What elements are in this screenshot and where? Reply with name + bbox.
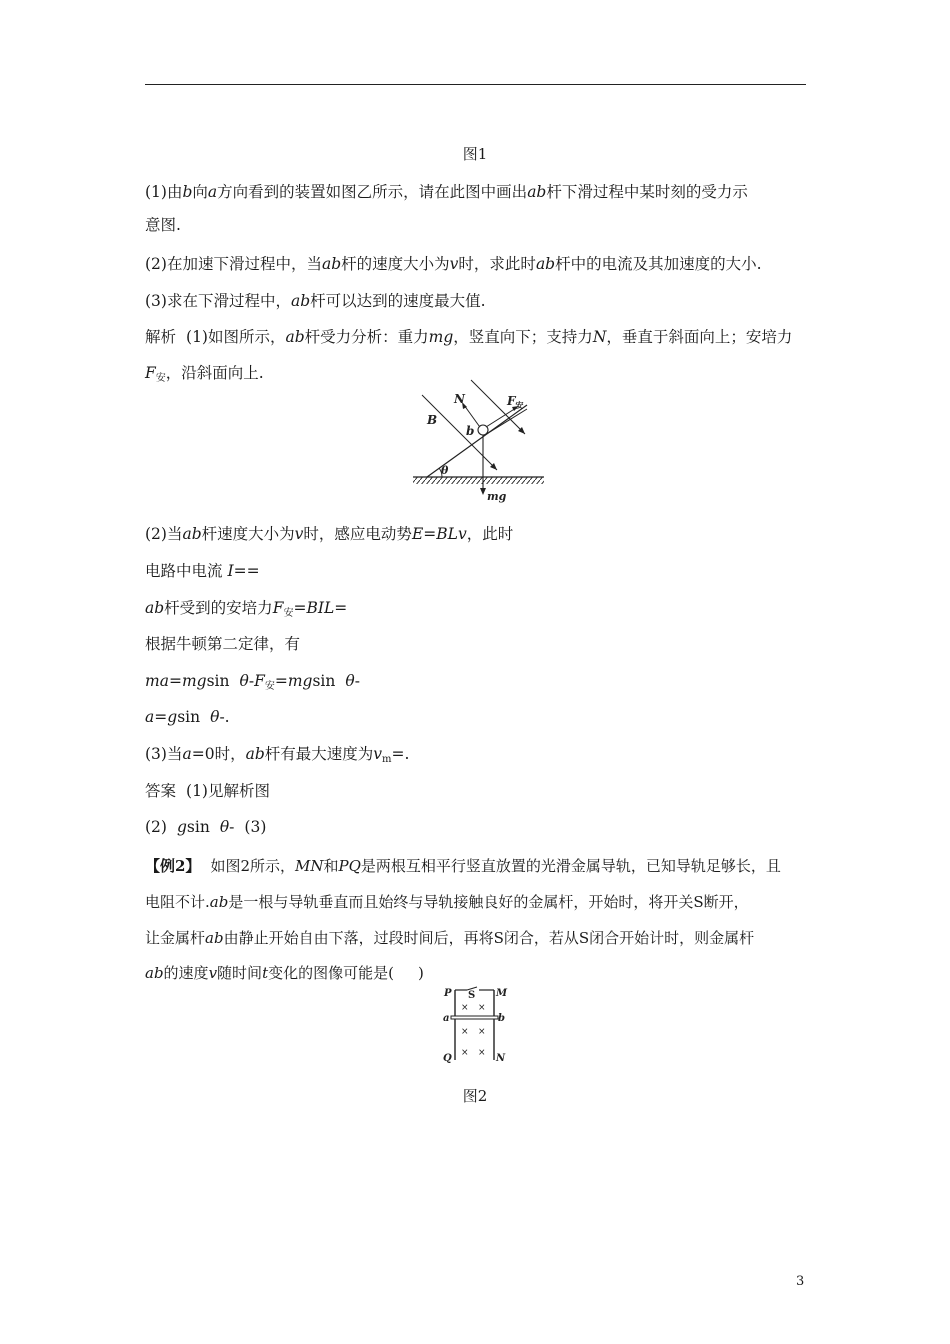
force-diagram <box>405 378 555 503</box>
figure-1-caption: 图1 <box>462 145 488 163</box>
solution-current: 电路中电流 I== <box>145 562 260 580</box>
solution-line-2: $F_安$，沿斜面向上. <box>145 364 264 384</box>
label-b: b <box>498 1013 505 1024</box>
example-2-line-4: ab的速度v随时间t变化的图像可能是( ) <box>145 964 424 982</box>
solution-step-2: (2)当ab杆速度大小为v时，感应电动势E=BLv，此时 <box>145 525 514 543</box>
solution-step-3: (3)当a=0时，ab杆有最大速度为$v_m=$. <box>145 745 410 765</box>
label-theta: θ <box>441 464 449 477</box>
rod-b-circle <box>478 425 488 435</box>
magnetic-field-x: × <box>461 1027 469 1037</box>
magnetic-field-x: × <box>478 1027 486 1037</box>
magnetic-field-x: × <box>461 1003 469 1013</box>
label-mg: mg <box>487 490 507 503</box>
label-m: M <box>496 988 508 999</box>
solution-equation-2: a=gsin θ-. <box>145 708 230 726</box>
gravity-arrowhead <box>480 488 486 495</box>
magnetic-field-x: × <box>478 1003 486 1013</box>
answer-line-1: 答案 (1)见解析图 <box>145 782 270 800</box>
figure-2-caption: 图2 <box>462 1087 488 1105</box>
magnetic-field-x: × <box>461 1048 469 1058</box>
solution-ampere-force: ab杆受到的安培力$F_安=BIL=$ <box>145 599 348 619</box>
solution-equation-1: ma=mgsin $\theta-F_安=mgsin$ θ- <box>145 672 360 692</box>
example-2-line-2: 电阻不计.ab是一根与导轨垂直而且始终与导轨接触良好的金属杆，开始时，将开关S断开， <box>145 893 749 911</box>
label-n: N <box>496 1053 506 1064</box>
solution-line-1: 解析 (1)如图所示，ab杆受力分析：重力mg，竖直向下；支持力N，垂直于斜面向上；安培力 <box>145 328 793 346</box>
label-p: P <box>444 988 452 999</box>
question-1-line-1: (1)由b向a方向看到的装置如图乙所示，请在此图中画出ab杆下滑过程中某时刻的受力示 <box>145 183 748 201</box>
answer-line-2: (2) gsin θ- (3) <box>145 818 267 836</box>
header-rule <box>145 84 806 85</box>
label-s: S <box>468 990 476 1001</box>
magnetic-field-x: × <box>478 1048 486 1058</box>
example-2-line-1: 【例2】 如图2所示，MN和PQ是两根互相平行竖直放置的光滑金属导轨，已知导轨足够长，且 <box>145 857 781 875</box>
question-3: (3)求在下滑过程中，ab杆可以达到的速度最大值. <box>145 292 486 310</box>
label-n: N <box>454 392 465 406</box>
question-1-line-2: 意图. <box>145 216 181 234</box>
label-b-rod: b <box>466 424 475 438</box>
metal-rod-ab <box>451 1016 498 1019</box>
label-f: $F_安$ <box>507 394 524 410</box>
label-a: a <box>443 1013 450 1024</box>
label-q: Q <box>443 1053 452 1064</box>
ground-hatching <box>413 477 544 484</box>
label-b-field: B <box>427 413 438 427</box>
question-2: (2)在加速下滑过程中，当ab杆的速度大小为v时，求此时ab杆中的电流及其加速度的大小. <box>145 255 762 273</box>
solution-newton: 根据牛顿第二定律，有 <box>145 635 301 653</box>
page-number: 3 <box>796 1274 805 1289</box>
example-2-line-3: 让金属杆ab由静止开始自由下落，过段时间后，再将S闭合，若从S闭合开始计时，则金属杆 <box>145 929 755 947</box>
rail-circuit-diagram <box>437 984 517 1064</box>
